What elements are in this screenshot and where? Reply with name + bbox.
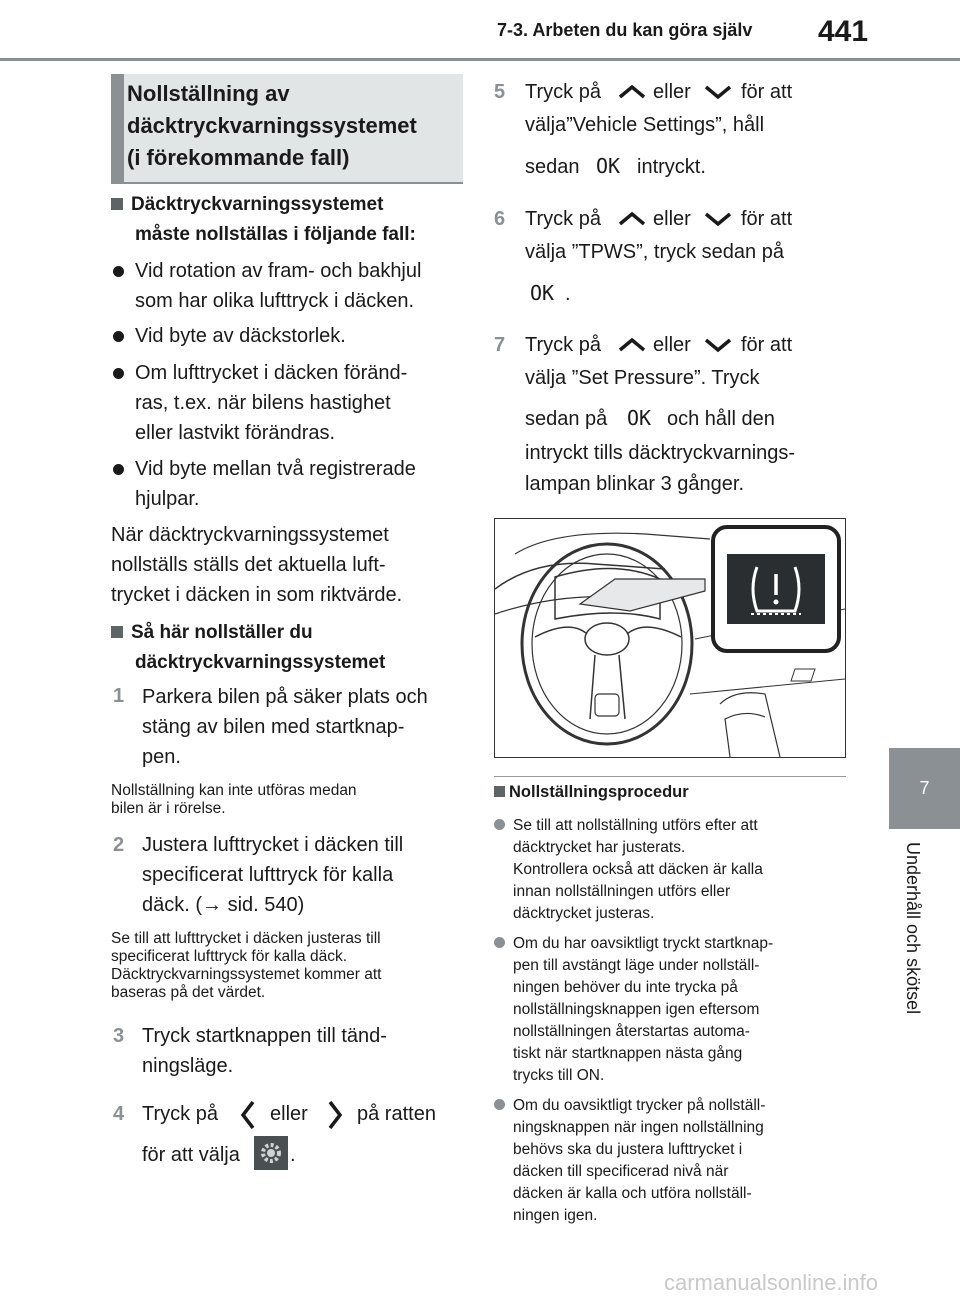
section-divider xyxy=(494,776,846,777)
settings-gear-icon xyxy=(254,1136,288,1170)
step-7-e: sedan på xyxy=(525,408,608,430)
bullet-dot-icon xyxy=(494,1099,505,1110)
bullet-item: Vid byte av däckstorlek. xyxy=(113,321,346,351)
bullet-item: Om lufttrycket i däcken föränd- ras, t.ex. när bilens hastighet eller lastvikt förändras. xyxy=(113,358,407,448)
step-7-d: välja ”Set Pressure”. Tryck xyxy=(525,367,760,389)
step-5-f: intryckt. xyxy=(637,156,706,178)
header-divider xyxy=(0,58,960,61)
step-5-c: för att xyxy=(741,81,793,103)
step-7-c: för att xyxy=(741,334,793,356)
step-7-or: eller xyxy=(653,334,691,356)
bullet-item: Vid rotation av fram- och bakhjul som har olika lufttryck i däcken. xyxy=(113,256,421,316)
step-6-a: Tryck på xyxy=(525,208,601,230)
step-7-g: intryckt tills däcktryckvarnings- xyxy=(525,442,796,464)
chevron-down-icon xyxy=(704,337,732,353)
section-heading: Nollställning av däcktryckvarningssystemet (i förekommande fall) xyxy=(127,81,417,170)
square-bullet-icon xyxy=(494,786,505,797)
chevron-right-icon xyxy=(327,1100,343,1130)
step-4-wheel: på ratten xyxy=(357,1103,436,1125)
step-number: 4 xyxy=(113,1103,125,1125)
step-4-period: . xyxy=(290,1144,296,1166)
ok-button-glyph: OK xyxy=(627,406,652,430)
chevron-left-icon xyxy=(240,1100,256,1130)
step-1-text: Parkera bilen på säker plats och stäng av bilen med startknap- pen. xyxy=(142,686,428,768)
dashboard-illustration xyxy=(494,518,846,758)
page-number: 441 xyxy=(818,15,869,48)
step-7-a: Tryck på xyxy=(525,334,601,356)
chevron-up-icon xyxy=(618,211,646,227)
note: Nollställning kan inte utföras medan bilen är i rörelse. xyxy=(111,782,357,817)
caution-item: Se till att nollställning utförs efter att däcktrycket har justerats. Kontrollera också att däcken är kalla innan nollställningen utförs eller däcktrycket justeras. xyxy=(494,815,763,925)
bullet-dot-icon xyxy=(113,266,124,277)
note: Se till att lufttrycket i däcken justeras till specificerat lufttryck för kalla däck. Däcktryckvarningssystemet kommer att baseras på det värdet. xyxy=(111,930,382,1001)
ok-button-glyph: OK xyxy=(530,281,555,305)
bullet-dot-icon xyxy=(113,464,124,475)
paragraph: När däcktryckvarningssystemet nollställs ställs det aktuella luft- trycket i däcken in som riktvärde. xyxy=(111,524,403,606)
step-number: 7 xyxy=(494,334,506,356)
step-5-e: sedan xyxy=(525,156,580,178)
step-4-line1: Tryck på xyxy=(142,1103,218,1125)
chevron-down-icon xyxy=(704,211,732,227)
bullet-dot-icon xyxy=(494,819,505,830)
bullet-dot-icon xyxy=(494,937,505,948)
chapter-label: Underhåll och skötsel xyxy=(903,842,923,1015)
step-4-line2: för att välja xyxy=(142,1144,240,1166)
square-bullet-icon xyxy=(111,626,123,638)
section-title: 7-3. Arbeten du kan göra själv xyxy=(497,20,753,40)
step-3-text: Tryck startknappen till tänd- ningsläge. xyxy=(142,1025,387,1077)
bullet-dot-icon xyxy=(113,368,124,379)
step-7-h: lampan blinkar 3 gånger. xyxy=(525,473,745,495)
heading-accent-bar xyxy=(111,74,124,182)
step-6-e: . xyxy=(565,283,571,305)
step-6-d: välja ”TPWS”, tryck sedan på xyxy=(525,241,784,263)
caution-item: Om du har oavsiktligt tryckt startknap- pen till avstängt läge under nollställ- ningen behöver du inte trycka på nollställningsknappen igen eftersom nollställningen återstartas automa- tiskt när startknappen nästa gång trycks till ON. xyxy=(494,933,773,1087)
subheading-reset-procedure: Nollställningsprocedur xyxy=(494,783,689,802)
step-7-f: och håll den xyxy=(667,408,775,430)
bullet-item: Vid byte mellan två registrerade hjulpar. xyxy=(113,454,416,514)
ok-button-glyph: OK xyxy=(596,154,621,178)
step-number: 1 xyxy=(113,685,125,707)
subheading-reset-cases: Däcktryckvarningssystemet måste nollställas i följande fall: xyxy=(111,190,416,250)
watermark: carmanualsonline.info xyxy=(664,1270,879,1295)
step-6-or: eller xyxy=(653,208,691,230)
step-5-or: eller xyxy=(653,81,691,103)
steering-wheel-illustration xyxy=(495,519,845,757)
step-number: 6 xyxy=(494,208,506,230)
chevron-up-icon xyxy=(618,337,646,353)
step-number: 3 xyxy=(113,1025,125,1047)
chapter-tab: 7 xyxy=(889,748,960,829)
section-heading-box xyxy=(111,74,463,184)
bullet-dot-icon xyxy=(113,331,124,342)
step-2-text: Justera lufttrycket i däcken till specificerat lufttryck för kalla däck. (→ sid. 540) xyxy=(142,834,404,916)
caution-item: Om du oavsiktligt trycker på nollställ- ningsknappen när ingen nollställning behövs ska du justera lufttrycket i däcken till specificerad nivå när däcken är kalla och utföra nollställ- ningen igen. xyxy=(494,1095,765,1227)
step-5-d: välja”Vehicle Settings”, håll xyxy=(525,114,765,136)
chevron-down-icon xyxy=(704,84,732,100)
square-bullet-icon xyxy=(111,198,123,210)
step-4-or: eller xyxy=(270,1103,308,1125)
subheading-how-to-reset: Så här nollställer du däcktryckvarningssystemet xyxy=(111,618,385,678)
step-number: 5 xyxy=(494,81,506,103)
step-6-c: för att xyxy=(741,208,793,230)
chevron-up-icon xyxy=(618,84,646,100)
step-number: 2 xyxy=(113,834,125,856)
step-5-a: Tryck på xyxy=(525,81,601,103)
